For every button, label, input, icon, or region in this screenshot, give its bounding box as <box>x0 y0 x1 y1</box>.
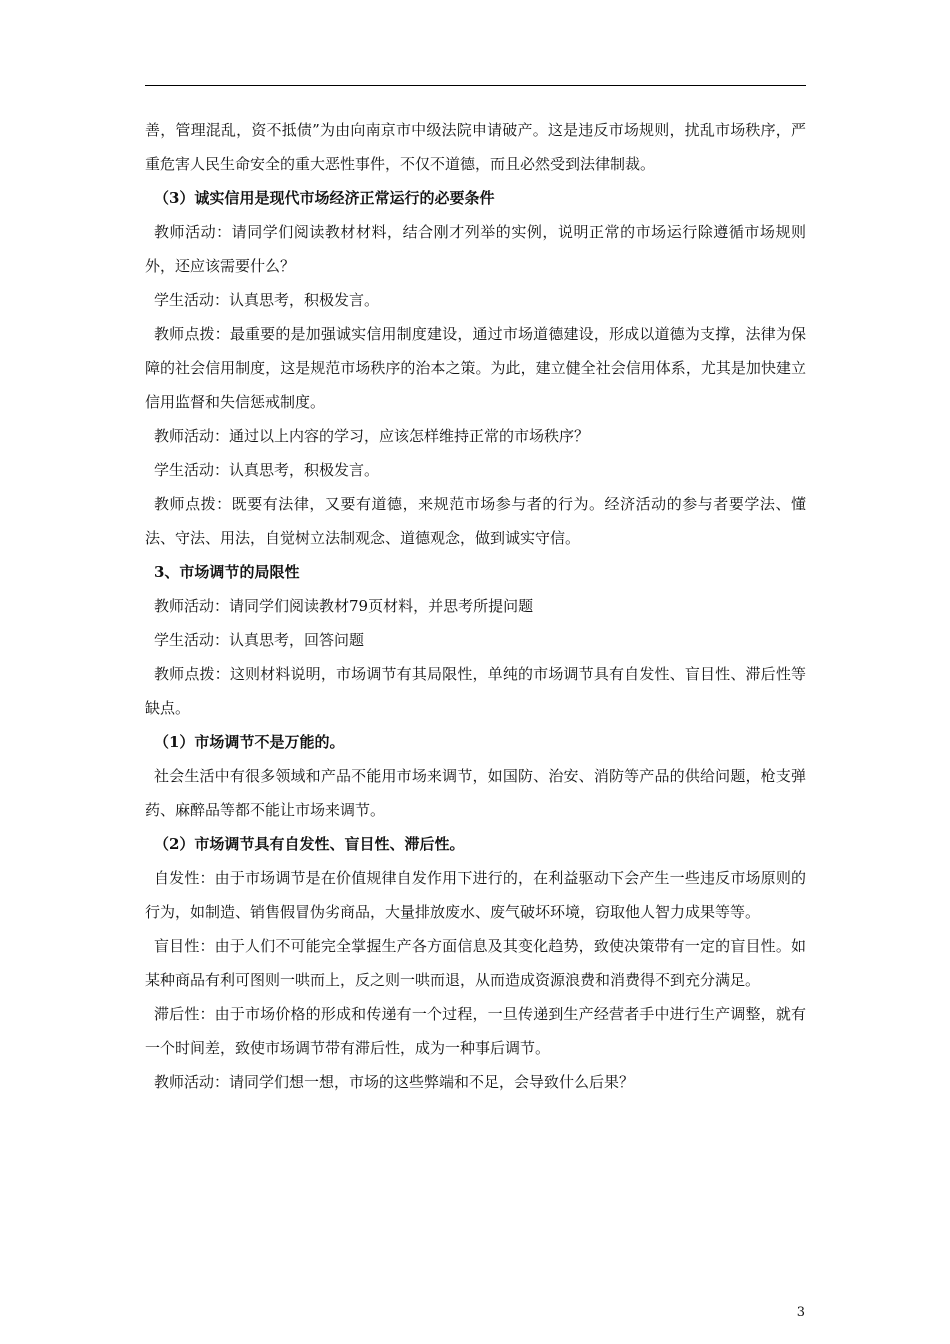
paragraph: 教师活动：请同学们阅读教材材料，结合刚才列举的实例，说明正常的市场运行除遵循市场规则外，还应该需要什么？ <box>145 223 806 275</box>
section-heading: 3、市场调节的局限性 <box>154 563 300 581</box>
paragraph: 自发性：由于市场调节是在价值规律自发作用下进行的，在利益驱动下会产生一些违反市场原则的行为，如制造、销售假冒伪劣商品，大量排放废水、废气破坏环境，窃取他人智力成果等等。 <box>145 869 806 921</box>
document-body <box>145 113 806 1099</box>
paragraph: 盲目性：由于人们不可能完全掌握生产各方面信息及其变化趋势，致使决策带有一定的盲目性。如某种商品有利可图则一哄而上，反之则一哄而退，从而造成资源浪费和消费得不到充分满足。 <box>145 937 806 989</box>
paragraph: 教师活动：请同学们阅读教材79页材料，并思考所提问题 <box>154 597 534 615</box>
paragraph: 社会生活中有很多领域和产品不能用市场来调节，如国防、治安、消防等产品的供给问题，枪支弹药、麻醉品等都不能让市场来调节。 <box>145 767 806 819</box>
paragraph: 善，管理混乱，资不抵债”为由向南京市中级法院申请破产。这是违反市场规则，扰乱市场秩序，严重危害人民生命安全的重大恶性事件，不仅不道德，而且必然受到法律制裁。 <box>145 121 806 173</box>
header-rule <box>145 85 806 86</box>
section-heading: （1）市场调节不是万能的。 <box>154 733 345 751</box>
section-heading: （2）市场调节具有自发性、盲目性、滞后性。 <box>154 835 465 853</box>
page-number: 3 <box>796 1305 805 1320</box>
paragraph: 教师点拨：既要有法律，又要有道德，来规范市场参与者的行为。经济活动的参与者要学法、懂法、守法、用法，自觉树立法制观念、道德观念，做到诚实守信。 <box>145 495 806 547</box>
section-heading: （3）诚实信用是现代市场经济正常运行的必要条件 <box>154 189 495 207</box>
paragraph: 学生活动：认真思考，回答问题 <box>154 631 365 649</box>
paragraph: 学生活动：认真思考，积极发言。 <box>154 461 380 479</box>
paragraph: 教师活动：通过以上内容的学习，应该怎样维持正常的市场秩序？ <box>154 427 590 445</box>
paragraph: 教师点拨：这则材料说明，市场调节有其局限性，单纯的市场调节具有自发性、盲目性、滞后性等缺点。 <box>145 665 806 717</box>
paragraph: 教师活动：请同学们想一想，市场的这些弊端和不足，会导致什么后果？ <box>154 1073 635 1091</box>
paragraph: 学生活动：认真思考，积极发言。 <box>154 291 380 309</box>
paragraph: 滞后性：由于市场价格的形成和传递有一个过程，一旦传递到生产经营者手中进行生产调整，就有一个时间差，致使市场调节带有滞后性，成为一种事后调节。 <box>145 1005 806 1057</box>
paragraph: 教师点拨：最重要的是加强诚实信用制度建设，通过市场道德建设，形成以道德为支撑，法律为保障的社会信用制度，这是规范市场秩序的治本之策。为此，建立健全社会信用体系，尤其是加快建立信用监督和失信惩戒制度。 <box>145 325 806 411</box>
